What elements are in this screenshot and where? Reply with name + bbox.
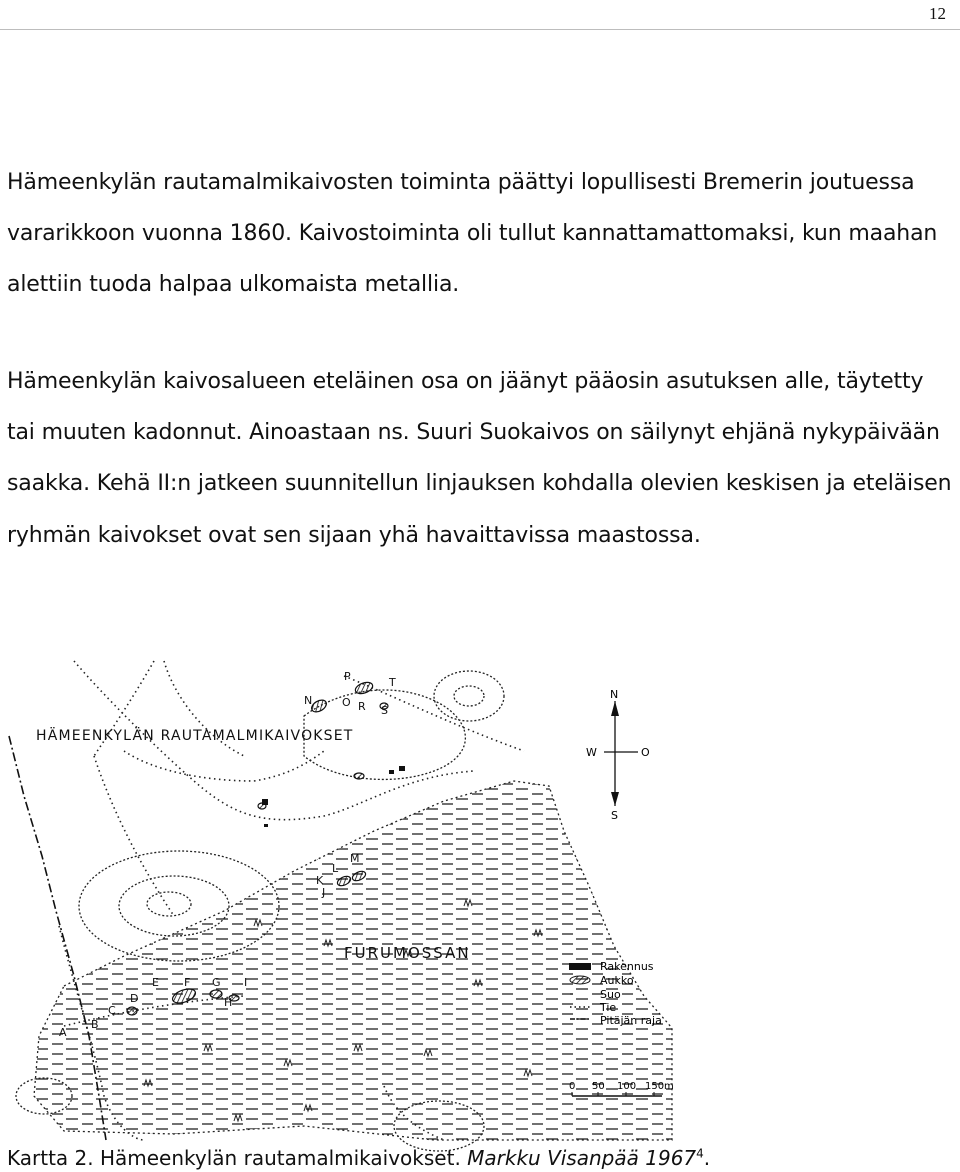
legend-label-bog: Suo — [600, 988, 621, 1001]
mine-map-figure — [4, 656, 672, 1140]
legend-bog-symbol — [570, 990, 590, 998]
mine-letter-k: K — [316, 874, 324, 887]
legend-label-pit: Aukko — [600, 974, 634, 987]
caption-author: Markku Visanpää 1967 — [467, 1146, 697, 1170]
compass-north: N — [610, 688, 619, 701]
mine-letter-d: D — [130, 992, 139, 1005]
mine-letter-r: R — [358, 700, 366, 713]
mine-letter-f: F — [184, 976, 191, 989]
compass-east: O — [641, 746, 650, 759]
body-paragraph-2: Hämeenkylän kaivosalueen eteläinen osa on jäänyt pääosin asutuksen alle, täytetty tai muuten kadonnut. Ainoastaan ns. Suuri Suokaivos on säilynyt ehjänä nykypäivään saakka. Kehä II:n jatkeen suunnitellun linjauksen kohdalla olevien keskisen ja eteläisen ryhmän kaivokset ovat sen sijaan yhä havaittavissa maastossa. — [7, 369, 952, 548]
map-area-label: FURUMOSSAN — [344, 944, 471, 962]
page-number: 12 — [929, 4, 946, 23]
scale-tick-100: 100 — [617, 1081, 637, 1092]
caption-prefix: Kartta 2. Hämeenkylän rautamalmikaivokset. — [7, 1146, 468, 1170]
mine-letter-m: M — [350, 852, 360, 865]
mine-letter-c: C — [108, 1004, 116, 1017]
mine-letter-a: A — [59, 1026, 67, 1039]
legend-building-symbol — [569, 963, 591, 970]
mine-letter-e: E — [152, 976, 159, 989]
caption-footnote-ref: 4 — [696, 1146, 704, 1161]
scale-tick-50: 50 — [592, 1081, 605, 1092]
mine-letter-h: H — [224, 996, 233, 1009]
mine-letter-p: P — [344, 670, 351, 683]
compass-south: S — [611, 809, 618, 822]
legend-pit-symbol — [570, 976, 590, 984]
scale-tick-150: 150 — [645, 1081, 665, 1092]
mine-letter-i: I — [244, 976, 248, 989]
map-title: HÄMEENKYLÄN RAUTAMALMIKAIVOKSET — [36, 728, 354, 744]
compass-west: W — [586, 746, 597, 759]
map-caption — [7, 1146, 710, 1170]
mine-letter-n: N — [304, 694, 313, 707]
mine-letter-b: B — [91, 1018, 99, 1031]
legend-label-boundary: Pitäjän raja — [600, 1014, 662, 1027]
scale-unit: m — [664, 1081, 674, 1092]
scale-tick-0: 0 — [569, 1081, 576, 1092]
buildings — [262, 766, 405, 827]
mine-map — [4, 656, 672, 1140]
body-paragraph-1: Hämeenkylän rautamalmikaivosten toiminta päättyi lopullisesti Bremerin joutuessa vararikkoon vuonna 1860. Kaivostoiminta oli tullut kannattamattomaksi, kun maahan alettiin tuoda halpaa ulkomaista metallia. — [7, 170, 938, 298]
mine-letter-t: T — [389, 676, 396, 689]
mine-letter-g: G — [212, 976, 221, 989]
mine-letter-j: J — [322, 886, 326, 899]
page-header-rule — [0, 29, 960, 30]
caption-suffix: . — [703, 1146, 711, 1170]
compass-rose — [586, 688, 650, 822]
legend-label-road: Tie — [600, 1001, 617, 1014]
mine-letter-s: S — [381, 704, 388, 717]
mine-letter-l: L — [332, 862, 339, 875]
legend-label-building: Rakennus — [600, 960, 654, 973]
mine-letter-o: O — [342, 696, 351, 709]
